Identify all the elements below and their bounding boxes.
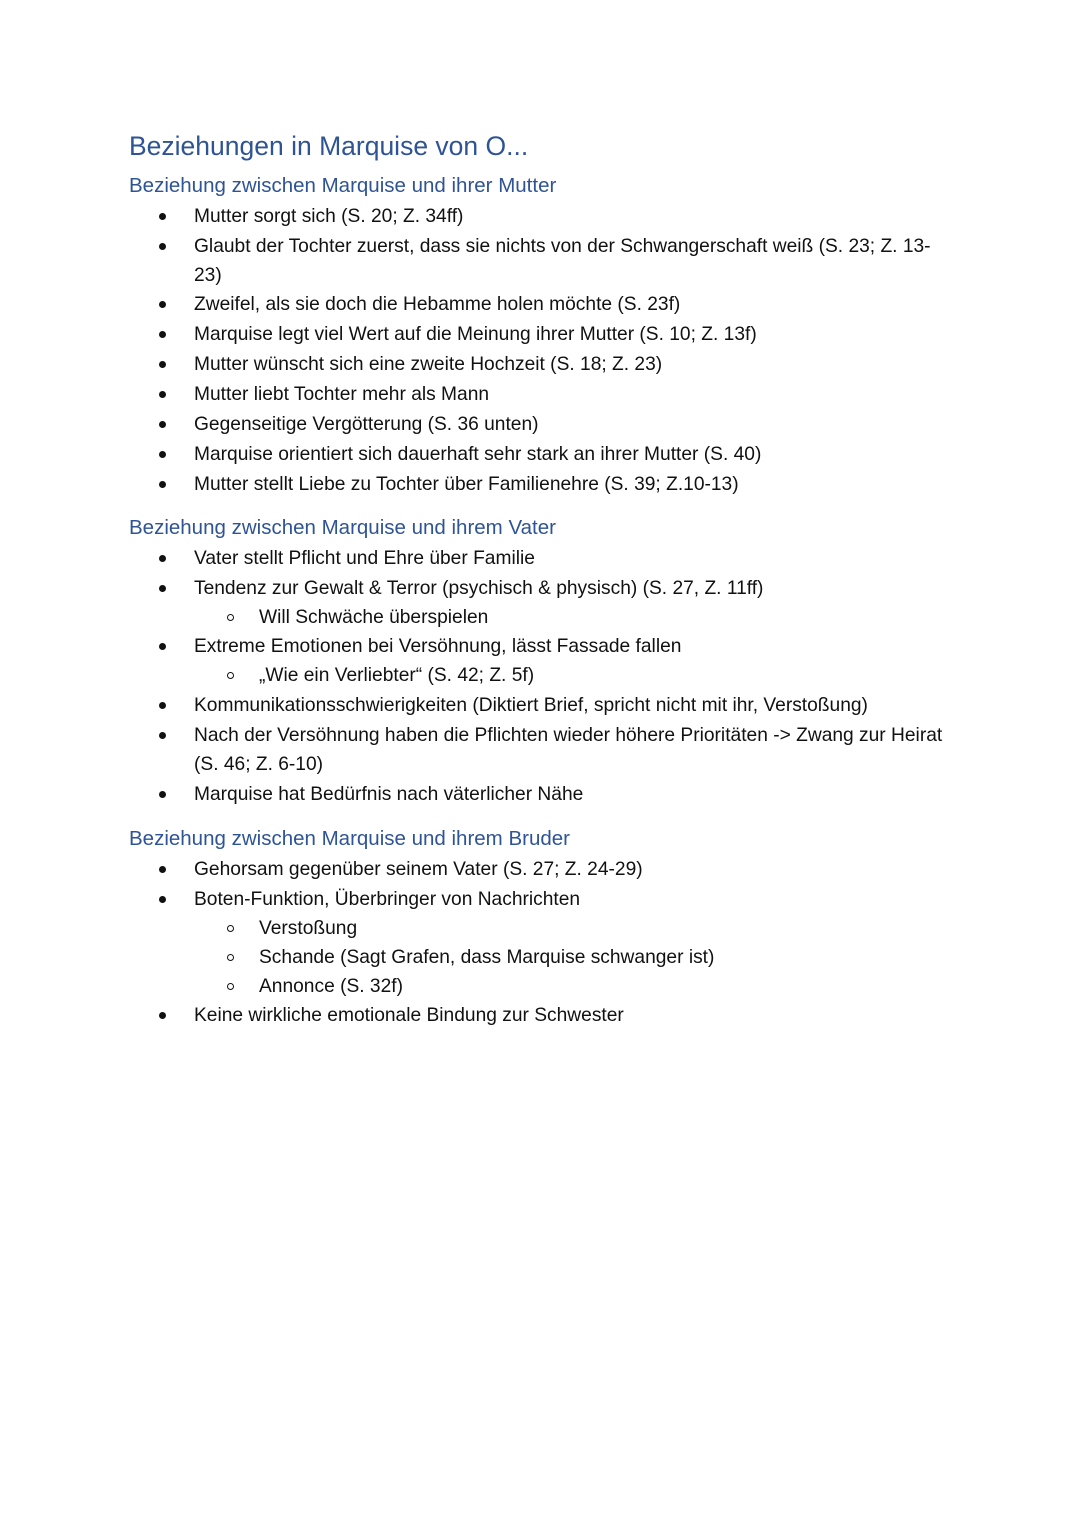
- sub-list-item: Annonce (S. 32f): [259, 972, 949, 1001]
- bullet-icon: [159, 585, 166, 592]
- bullet-icon: [159, 331, 166, 338]
- list-item: Mutter sorgt sich (S. 20; Z. 34ff): [194, 202, 950, 231]
- bullet-icon: [159, 213, 166, 220]
- bullet-icon: [159, 732, 166, 739]
- section-heading: Beziehung zwischen Marquise und ihrem Bruder: [129, 827, 570, 850]
- bullet-icon: [159, 643, 166, 650]
- list-item: Nach der Versöhnung haben die Pflichten wieder höhere Prioritäten -> Zwang zur Heirat (S. 46; Z. 6-10): [194, 721, 950, 779]
- circle-bullet-icon: [227, 672, 234, 679]
- sub-list-item: Will Schwäche überspielen: [259, 603, 949, 632]
- bullet-icon: [159, 1012, 166, 1019]
- bullet-icon: [159, 391, 166, 398]
- bullet-icon: [159, 791, 166, 798]
- bullet-icon: [159, 866, 166, 873]
- circle-bullet-icon: [227, 614, 234, 621]
- list-item: Glaubt der Tochter zuerst, dass sie nichts von der Schwangerschaft weiß (S. 23; Z. 13-23): [194, 232, 950, 290]
- bullet-icon: [159, 555, 166, 562]
- circle-bullet-icon: [227, 983, 234, 990]
- list-item: Marquise orientiert sich dauerhaft sehr stark an ihrer Mutter (S. 40): [194, 440, 950, 469]
- bullet-icon: [159, 361, 166, 368]
- list-item: Marquise hat Bedürfnis nach väterlicher Nähe: [194, 780, 950, 809]
- list-item: Zweifel, als sie doch die Hebamme holen möchte (S. 23f): [194, 290, 950, 319]
- list-item: Marquise legt viel Wert auf die Meinung ihrer Mutter (S. 10; Z. 13f): [194, 320, 950, 349]
- list-item: Gegenseitige Vergötterung (S. 36 unten): [194, 410, 950, 439]
- bullet-icon: [159, 421, 166, 428]
- section-heading: Beziehung zwischen Marquise und ihrer Mutter: [129, 174, 557, 197]
- bullet-icon: [159, 481, 166, 488]
- list-item: Mutter liebt Tochter mehr als Mann: [194, 380, 950, 409]
- list-item: Vater stellt Pflicht und Ehre über Familie: [194, 544, 950, 573]
- list-item: Boten-Funktion, Überbringer von Nachrichten: [194, 885, 950, 914]
- list-item: Gehorsam gegenüber seinem Vater (S. 27; Z. 24-29): [194, 855, 950, 884]
- section-heading: Beziehung zwischen Marquise und ihrem Vater: [129, 516, 556, 539]
- bullet-icon: [159, 702, 166, 709]
- list-item: Extreme Emotionen bei Versöhnung, lässt Fassade fallen: [194, 632, 950, 661]
- circle-bullet-icon: [227, 954, 234, 961]
- list-item: Kommunikationsschwierigkeiten (Diktiert Brief, spricht nicht mit ihr, Verstoßung): [194, 691, 950, 720]
- circle-bullet-icon: [227, 925, 234, 932]
- list-item: Mutter stellt Liebe zu Tochter über Familienehre (S. 39; Z.10-13): [194, 470, 950, 499]
- list-item: Mutter wünscht sich eine zweite Hochzeit (S. 18; Z. 23): [194, 350, 950, 379]
- sub-list-item: „Wie ein Verliebter“ (S. 42; Z. 5f): [259, 661, 949, 690]
- bullet-icon: [159, 451, 166, 458]
- sub-list-item: Verstoßung: [259, 914, 949, 943]
- document-title: Beziehungen in Marquise von O...: [129, 131, 529, 161]
- sub-list-item: Schande (Sagt Grafen, dass Marquise schwanger ist): [259, 943, 949, 972]
- bullet-icon: [159, 243, 166, 250]
- bullet-icon: [159, 896, 166, 903]
- list-item: Keine wirkliche emotionale Bindung zur Schwester: [194, 1001, 950, 1030]
- list-item: Tendenz zur Gewalt & Terror (psychisch & physisch) (S. 27, Z. 11ff): [194, 574, 950, 603]
- bullet-icon: [159, 301, 166, 308]
